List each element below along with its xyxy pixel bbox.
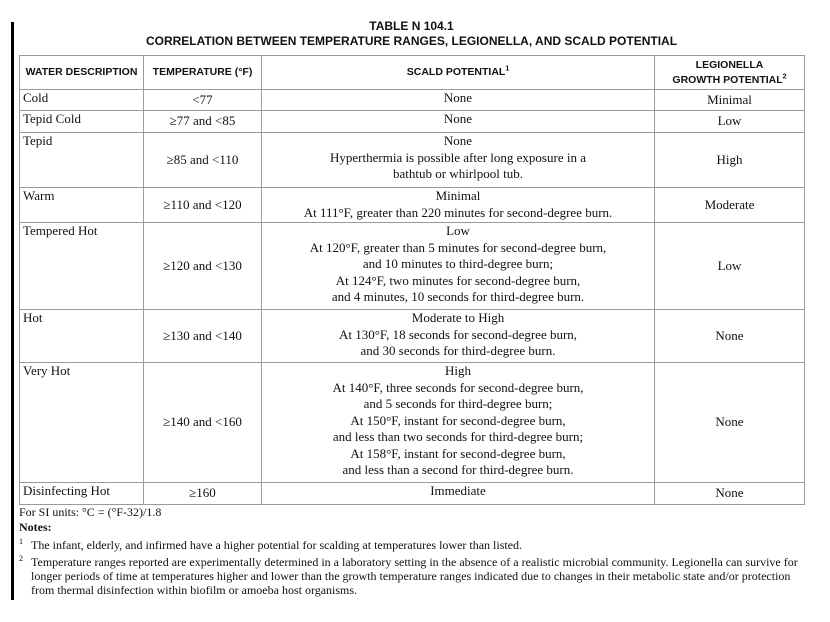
legionella-growth-cell: Low bbox=[655, 111, 805, 133]
footnote-ref-2: 2 bbox=[782, 73, 787, 80]
scald-level: None bbox=[443, 111, 473, 126]
water-description-cell: Hot bbox=[20, 310, 144, 363]
si-units-note: For SI units: °C = (°F-32)/1.8 bbox=[19, 505, 162, 519]
table-row bbox=[20, 133, 805, 188]
scald-level: Moderate to High bbox=[411, 310, 505, 325]
temperature-cell: ≥140 and <160 bbox=[144, 363, 262, 483]
header-legionella-growth bbox=[655, 56, 805, 90]
table-footer bbox=[19, 505, 809, 597]
legionella-growth-cell: High bbox=[655, 133, 805, 188]
header-legionella-line2: GROWTH POTENTIAL bbox=[672, 73, 783, 86]
water-description-cell: Disinfecting Hot bbox=[20, 483, 144, 505]
scald-level: None bbox=[443, 90, 473, 105]
scald-potential-cell bbox=[262, 90, 655, 111]
footnote-text: The infant, elderly, and infirmed have a higher potential for scalding at temperatures lower than listed. bbox=[31, 538, 523, 552]
header-temperature: TEMPERATURE (°F) bbox=[144, 56, 262, 90]
scald-potential-cell bbox=[262, 188, 655, 223]
legionella-growth-cell: Minimal bbox=[655, 90, 805, 111]
scald-detail-line: and 30 seconds for third-degree burn. bbox=[360, 343, 556, 358]
legionella-growth-cell: None bbox=[655, 363, 805, 483]
table-title bbox=[19, 19, 804, 49]
table-body bbox=[20, 90, 805, 505]
scald-potential-cell bbox=[262, 223, 655, 310]
table-row bbox=[20, 310, 805, 363]
scald-detail-line: and less than a second for third-degree burn. bbox=[342, 462, 574, 477]
scald-detail-line: bathtub or whirlpool tub. bbox=[393, 166, 523, 181]
scald-level: High bbox=[445, 363, 471, 378]
scald-level: None bbox=[443, 133, 473, 148]
temperature-cell: ≥85 and <110 bbox=[144, 133, 262, 188]
water-description-cell: Cold bbox=[20, 90, 144, 111]
notes-heading: Notes: bbox=[19, 520, 52, 534]
scald-potential-cell bbox=[262, 310, 655, 363]
footnote-number: 2 bbox=[19, 554, 23, 563]
scald-detail-line: and 4 minutes, 10 seconds for third-degree burn. bbox=[331, 289, 585, 304]
footnote-2 bbox=[19, 555, 809, 597]
scald-detail-line: At 130°F, 18 seconds for second-degree burn, bbox=[338, 326, 578, 342]
water-description-cell: Warm bbox=[20, 188, 144, 223]
scald-detail-line: At 111°F, greater than 220 minutes for second-degree burn. bbox=[303, 204, 613, 220]
scald-detail-line: and 5 seconds for third-degree burn; bbox=[363, 396, 553, 411]
header-legionella-line1: LEGIONELLA bbox=[695, 58, 764, 71]
scald-level: Immediate bbox=[430, 483, 486, 498]
temperature-cell: <77 bbox=[144, 90, 262, 111]
scald-detail-line: At 120°F, greater than 5 minutes for second-degree burn, bbox=[309, 239, 607, 255]
scald-detail-line: At 124°F, two minutes for second-degree burn, bbox=[335, 272, 581, 288]
table-number: TABLE N 104.1 bbox=[369, 19, 454, 33]
header-scald-potential bbox=[262, 56, 655, 90]
scald-potential-cell bbox=[262, 111, 655, 133]
water-description-cell: Tepid Cold bbox=[20, 111, 144, 133]
footnote-ref-1: 1 bbox=[505, 65, 510, 73]
temperature-cell: ≥110 and <120 bbox=[144, 188, 262, 223]
scald-detail-line: At 150°F, instant for second-degree burn, bbox=[350, 412, 566, 428]
scald-potential-cell bbox=[262, 483, 655, 505]
scald-level: Minimal bbox=[435, 188, 481, 203]
table-row bbox=[20, 188, 805, 223]
legionella-growth-cell: None bbox=[655, 310, 805, 363]
header-row bbox=[20, 56, 805, 90]
header-water-description: WATER DESCRIPTION bbox=[20, 56, 144, 90]
water-description-cell: Tepid bbox=[20, 133, 144, 188]
legionella-growth-cell: Moderate bbox=[655, 188, 805, 223]
footnote-number: 1 bbox=[19, 537, 23, 546]
scald-detail-line: and 10 minutes to third-degree burn; bbox=[362, 256, 554, 271]
table-row bbox=[20, 483, 805, 505]
scald-detail-line: At 140°F, three seconds for second-degree burn, bbox=[332, 379, 584, 395]
footnote-1 bbox=[19, 538, 809, 552]
scald-potential-cell bbox=[262, 363, 655, 483]
table-caption: CORRELATION BETWEEN TEMPERATURE RANGES, LEGIONELLA, AND SCALD POTENTIAL bbox=[145, 34, 678, 48]
change-bar bbox=[11, 22, 14, 600]
water-description-cell: Tempered Hot bbox=[20, 223, 144, 310]
legionella-growth-cell: Low bbox=[655, 223, 805, 310]
temperature-cell: ≥130 and <140 bbox=[144, 310, 262, 363]
legionella-growth-cell: None bbox=[655, 483, 805, 505]
scald-level: Low bbox=[446, 223, 470, 238]
table-row bbox=[20, 223, 805, 310]
scald-potential-cell bbox=[262, 133, 655, 188]
table-row bbox=[20, 90, 805, 111]
scald-detail-line: and less than two seconds for third-degree burn; bbox=[332, 429, 584, 444]
footnote-text: Temperature ranges reported are experimentally determined in a laboratory setting in the absence of a realistic microbial community. Legionella can survive for longer periods of time at temperatures higher and lower than the growth temperature ranges indicated due to changes in their metabolic state and/or protection from thermal disinfection within biofilm or amoeba host organisms. bbox=[31, 555, 798, 597]
temperature-cell: ≥120 and <130 bbox=[144, 223, 262, 310]
header-scald-label: SCALD POTENTIAL bbox=[406, 66, 506, 78]
correlation-table bbox=[19, 55, 805, 505]
scald-detail-line: Hyperthermia is possible after long exposure in a bbox=[330, 149, 586, 165]
temperature-cell: ≥77 and <85 bbox=[144, 111, 262, 133]
table-row bbox=[20, 111, 805, 133]
temperature-cell: ≥160 bbox=[144, 483, 262, 505]
scald-detail-line: At 158°F, instant for second-degree burn, bbox=[350, 445, 566, 461]
water-description-cell: Very Hot bbox=[20, 363, 144, 483]
table-row bbox=[20, 363, 805, 483]
